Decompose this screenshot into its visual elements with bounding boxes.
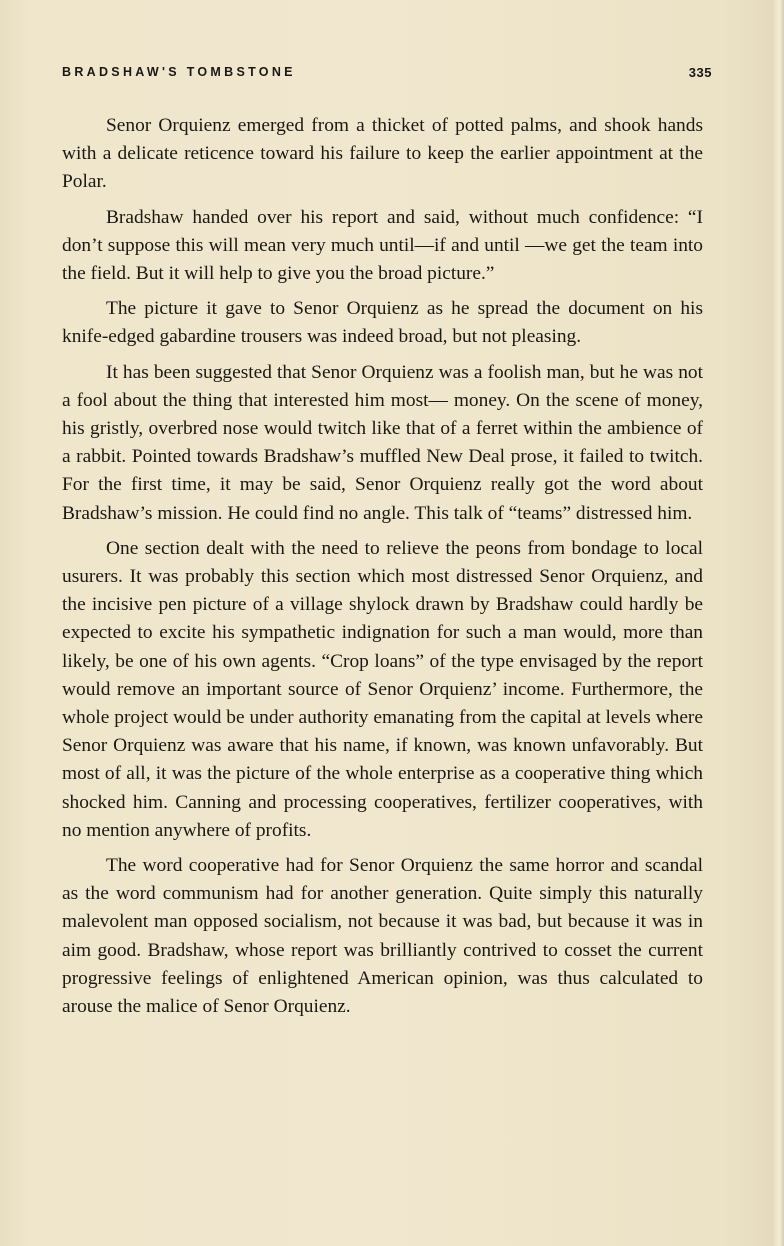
running-head	[62, 65, 712, 87]
page-number: 335	[688, 65, 712, 80]
page-edge	[774, 0, 784, 1246]
paragraph: It has been suggested that Senor Orquienz was a foolish man, but he was not a fool about the thing that interested him most— money. On the scene of money, his gristly, overbred nose would twitch like that of a ferret within the ambience of a rabbit. Pointed towards Bradshaw’s muffled New Deal prose, it failed to twitch. For the first time, it may be said, Senor Orquienz really got the word about Bradshaw’s mission. He could find no angle. This talk of “teams” distressed him.	[62, 361, 703, 524]
running-title: BRADSHAW'S TOMBSTONE	[62, 65, 296, 79]
paragraph: One section dealt with the need to relieve the peons from bondage to local usurers. It was probably this section which most distressed Senor Orquienz, and the incisive pen picture of a village shylock drawn by Bradshaw could hardly be expected to excite his sympathetic indignation for such a man would, more than likely, be one of his own agents. “Crop loans” of the type envisaged by the report would remove an important source of Senor Orquienz’ income. Furthermore, the whole project would be under authority emanating from the capital at levels where Senor Orquienz was aware that his name, if known, was known unfavorably. But most of all, it was the picture of the whole enterprise as a cooperative thing which shocked him. Canning and processing cooperatives, fertilizer cooperatives, with no mention anywhere of profits.	[62, 537, 703, 841]
paragraph: The word cooperative had for Senor Orquienz the same horror and scandal as the word communism had for another generation. Quite simply this naturally malevolent man opposed socialism, not because it was bad, but because it was in aim good. Bradshaw, whose report was brilliantly contrived to cosset the current progressive feelings of enlightened American opinion, was thus calculated to arouse the malice of Senor Orquienz.	[62, 855, 703, 1018]
paragraph: The picture it gave to Senor Orquienz as he spread the document on his knife-edged gabardine trousers was indeed broad, but not pleasing.	[62, 298, 703, 348]
paragraph: Senor Orquienz emerged from a thicket of potted palms, and shook hands with a delicate reticence toward his failure to keep the earlier appointment at the Polar.	[62, 115, 703, 193]
body-text	[62, 112, 703, 1192]
paragraph: Bradshaw handed over his report and said, without much confidence: “I don’t suppose this will mean very much until—if and until —we get the team into the field. But it will help to give you the broad picture.”	[62, 206, 703, 285]
